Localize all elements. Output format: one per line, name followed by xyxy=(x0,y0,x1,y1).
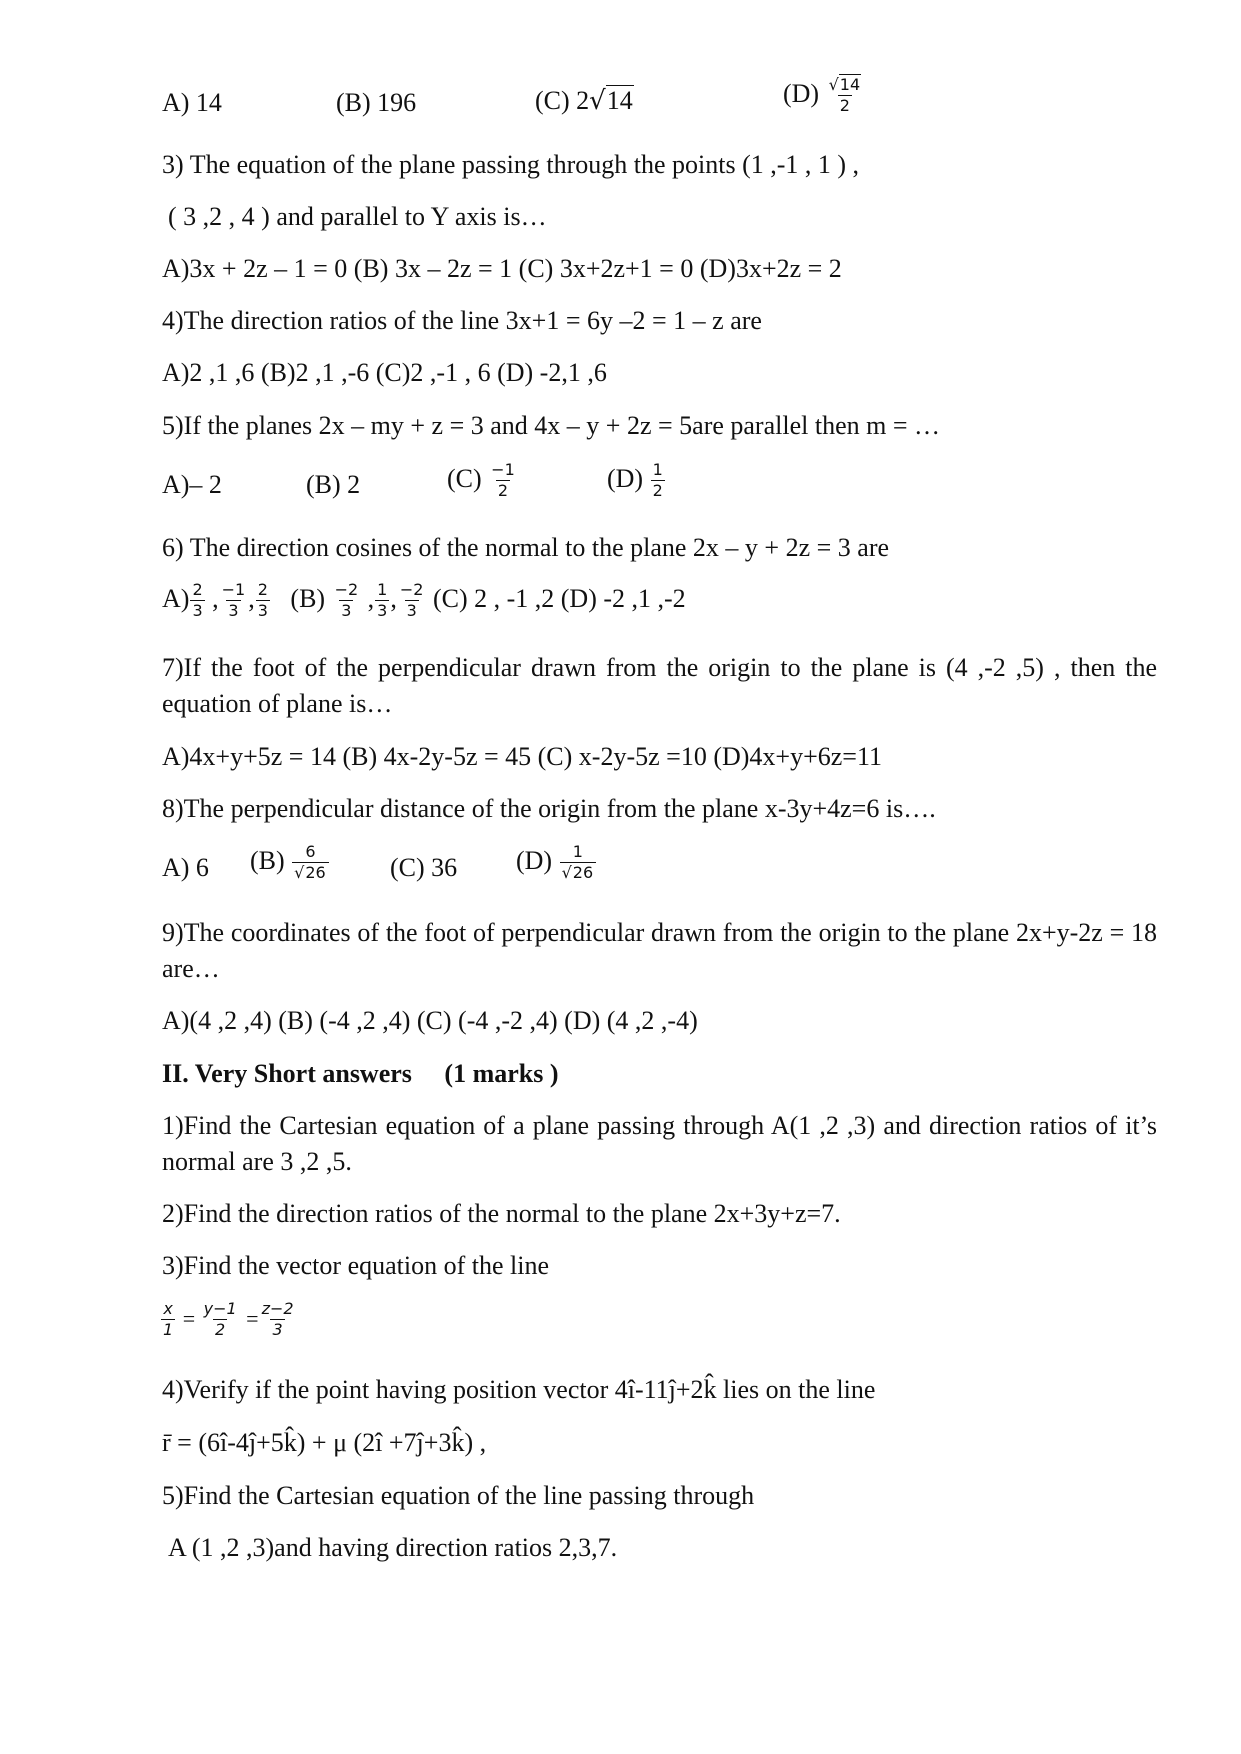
q5-text: 5)If the planes 2x – my + z = 3 and 4x – y + 2z = 5are parallel then m = … xyxy=(162,411,940,440)
vs4-line-equation: r̄ = (6î-4ĵ+5k̂) + μ (2î +7ĵ+3k̂) , xyxy=(162,1428,487,1457)
q8-option-d-prefix: (D) xyxy=(516,845,553,875)
q6-option-b-prefix: (B) xyxy=(290,583,326,613)
q3-options: A)3x + 2z – 1 = 0 (B) 3x – 2z = 1 (C) 3x+2z+1 = 0 (D)3x+2z = 2 xyxy=(162,254,842,283)
q8-option-b xyxy=(250,843,330,883)
q5-option-c-prefix: (C) xyxy=(447,463,482,493)
section-heading xyxy=(162,1058,559,1089)
radicand: 26 xyxy=(305,863,326,883)
q6-a-frac-3: $\frac{2}{3}$ xyxy=(257,580,268,621)
q7-text: 7)If the foot of the perpendicular drawn from the origin to the plane is (4 ,-2 ,5) , then the equation of plane is… xyxy=(162,653,1157,718)
q2-d-radicand: 14 xyxy=(839,75,861,94)
q5-option-b: (B) 2 xyxy=(306,470,361,499)
q5-option-d xyxy=(607,461,666,501)
q6-option-a-prefix: A) xyxy=(162,583,190,613)
vs-question-1: 1)Find the Cartesian equation of a plane passing through A(1 ,2 ,3) and direction ratios of it’s normal are 3 ,2 ,5. xyxy=(162,1111,1157,1176)
numerator: 1 xyxy=(572,842,583,861)
q5-option-c xyxy=(447,461,518,501)
q6-a-frac-1: $\frac{2}{3}$ xyxy=(192,580,203,621)
section-title: II. Very Short answers xyxy=(162,1059,412,1088)
q2-option-d xyxy=(783,76,864,116)
q3-text-line2: ( 3 ,2 , 4 ) and parallel to Y axis is… xyxy=(168,202,547,231)
q8-option-b-prefix: (B) xyxy=(250,845,285,875)
q2-d-denominator: 2 xyxy=(839,96,850,116)
vs-question-2: 2)Find the direction ratios of the normal to the plane 2x+3y+z=7. xyxy=(162,1199,841,1228)
vs-question-4: 4)Verify if the point having position vector 4î-11ĵ+2k̂ lies on the line xyxy=(162,1375,876,1404)
vs3-frac-z: $\frac{z-2}{3}$ xyxy=(261,1299,294,1340)
vs-question-5-line2: A (1 ,2 ,3)and having direction ratios 2,3,7. xyxy=(168,1533,618,1562)
section-marks: (1 marks ) xyxy=(444,1059,559,1088)
q5-option-d-prefix: (D) xyxy=(607,463,644,493)
numerator: 6 xyxy=(305,842,316,861)
q5-option-c-fraction xyxy=(489,461,517,501)
vs3-frac-y: $\frac{y-1}{2}$ xyxy=(203,1299,237,1340)
denominator: 2 xyxy=(652,481,663,501)
q2-option-a: A) 14 xyxy=(162,88,222,117)
q9-text: 9)The coordinates of the foot of perpendicular drawn from the origin to the plane 2x+y-2z = 18 are… xyxy=(162,918,1157,983)
numerator: 1 xyxy=(652,460,663,479)
radicand: 26 xyxy=(572,863,594,883)
q2-option-c-prefix: (C) 2 xyxy=(535,86,590,115)
q6-b-frac-2: $\frac{1}{3}$ xyxy=(377,580,388,621)
q9-options: A)(4 ,2 ,4) (B) (-4 ,2 ,4) (C) (-4 ,-2 ,4) (D) (4 ,2 ,-4) xyxy=(162,1006,698,1035)
q6-b-frac-1: $\frac{-2}{3}$ xyxy=(334,580,359,621)
q7-options: A)4x+y+5z = 14 (B) 4x-2y-5z = 45 (C) x-2y-5z =10 (D)4x+y+6z=11 xyxy=(162,742,882,771)
q8-option-b-fraction: $\frac{6}{√26}$ xyxy=(292,843,329,883)
q6-a-frac-2: $\frac{-1}{3}$ xyxy=(221,580,246,621)
q3-text-line1: 3) The equation of the plane passing through the points (1 ,-1 , 1 ) , xyxy=(162,150,860,179)
q8-option-a: A) 6 xyxy=(162,853,209,882)
q2-option-b: (B) 196 xyxy=(336,88,417,117)
numerator: −1 xyxy=(491,460,515,479)
q4-options: A)2 ,1 ,6 (B)2 ,1 ,-6 (C)2 ,-1 , 6 (D) -2,1 ,6 xyxy=(162,358,607,387)
q8-text: 8)The perpendicular distance of the origin from the plane x-3y+4z=6 is…. xyxy=(162,794,936,823)
q8-option-d-fraction: $\frac{1}{√26}$ xyxy=(560,843,597,883)
q6-options: A) $\frac{2}{3}$ , $\frac{-1}{3}$ , $\frac{2}{3}$ (B) $\frac{-2}{3}$ , $\frac{1}{3}$ , $\frac{-2}{3}$ (C) 2 , -1 ,2 (D) -2 ,1 ,-2 xyxy=(162,580,686,621)
q2-option-c xyxy=(535,86,634,116)
q4-text: 4)The direction ratios of the line 3x+1 = 6y –2 = 1 – z are xyxy=(162,306,762,335)
sqrt-symbol: √14 xyxy=(589,86,633,116)
vs3-line-equation: $\frac{x}{1}$ = $\frac{y-1}{2}$ = $\frac{z-2}{3}$ xyxy=(163,1299,294,1340)
vs3-frac-x: $\frac{x}{1}$ xyxy=(163,1299,174,1340)
q8-option-d xyxy=(516,843,597,883)
q8-option-c: (C) 36 xyxy=(390,853,458,882)
q6-options-c-d: (C) 2 , -1 ,2 (D) -2 ,1 ,-2 xyxy=(432,583,686,613)
vs-question-5-line1: 5)Find the Cartesian equation of the line passing through xyxy=(162,1481,755,1510)
denominator: 2 xyxy=(497,481,509,501)
q6-text: 6) The direction cosines of the normal to the plane 2x – y + 2z = 3 are xyxy=(162,533,890,562)
vs-question-3: 3)Find the vector equation of the line xyxy=(162,1251,550,1280)
q5-option-d-fraction xyxy=(651,461,665,501)
q2-option-c-radicand: 14 xyxy=(606,86,633,115)
q6-b-frac-3: $\frac{-2}{3}$ xyxy=(399,580,424,621)
q2-option-d-fraction: $\frac{√14}{2}$ xyxy=(828,75,861,116)
q5-option-a: A)– 2 xyxy=(162,470,222,499)
q2-option-d-prefix: (D) xyxy=(783,78,820,108)
